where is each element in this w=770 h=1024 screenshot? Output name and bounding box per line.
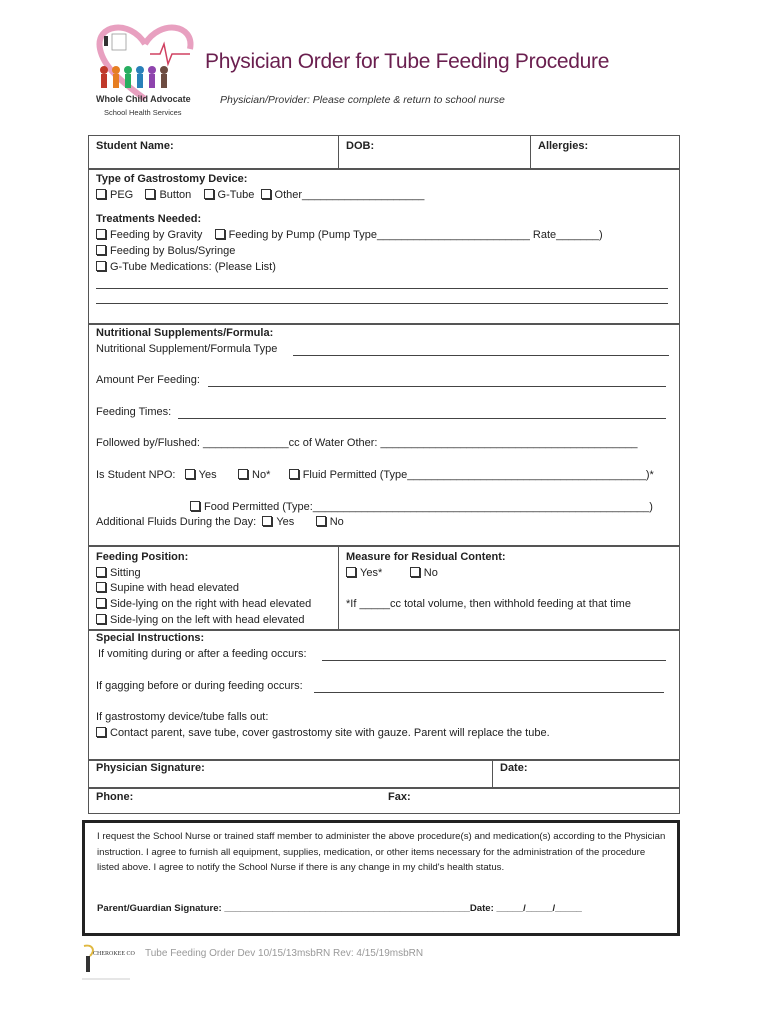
gag-label: If gagging before or during feeding occurs: xyxy=(96,680,303,692)
phone-fax-row xyxy=(88,788,680,814)
supine-checkbox[interactable] xyxy=(96,582,106,592)
feeding-method-row: Feeding by Gravity Feeding by Pump (Pump Type_________________________ Rate_______) xyxy=(96,229,603,241)
residual-heading: Measure for Residual Content: xyxy=(346,551,506,563)
district-logo-text: CHEROKEE CO xyxy=(93,951,135,957)
gravity-checkbox[interactable] xyxy=(96,229,106,239)
contact-parent-checkbox[interactable] xyxy=(96,727,106,737)
consent-text: I request the School Nurse or trained staff member to administer the above procedure(s) and medication(s) according to the Physician instruction. I agree to furnish all equipment, supplies, medication, or other items necessary for the administration of the procedure listed above. I agree to notify the School Nurse if there is any change in my child's health status. xyxy=(97,831,666,873)
logo-text-2: School Health Services xyxy=(104,108,182,117)
vomit-label: If vomiting during or after a feeding occurs: xyxy=(98,648,307,660)
district-logo xyxy=(80,942,135,987)
formula-type-label: Nutritional Supplement/Formula Type xyxy=(96,343,278,355)
sitting-label: Sitting xyxy=(110,567,141,579)
peg-checkbox[interactable] xyxy=(96,189,106,199)
physician-signature-label: Physician Signature: xyxy=(96,762,205,774)
parent-consent-box xyxy=(82,820,680,936)
meds-checkbox[interactable] xyxy=(96,261,106,271)
amount-field[interactable] xyxy=(208,386,666,387)
residual-note: *If _____cc total volume, then withhold feeding at that time xyxy=(346,598,631,610)
meds-row: G-Tube Medications: (Please List) xyxy=(96,261,276,273)
parent-signature-line: Parent/Guardian Signature: ______________________________________________Date: _____/_____/_____ xyxy=(97,903,582,914)
npo-row: Is Student NPO: Yes No* Fluid Permitted (Type_______________________________________)* xyxy=(96,469,654,481)
student-info-row xyxy=(88,135,680,169)
fluid-permitted-checkbox[interactable] xyxy=(289,469,299,479)
food-permitted-row: Food Permitted (Type:_______________________________________________________) xyxy=(190,501,653,513)
times-field[interactable] xyxy=(178,418,666,419)
food-permitted-checkbox[interactable] xyxy=(190,501,200,511)
gtube-checkbox[interactable] xyxy=(204,189,214,199)
button-checkbox[interactable] xyxy=(145,189,155,199)
pump-checkbox[interactable] xyxy=(215,229,225,239)
npo-no-checkbox[interactable] xyxy=(238,469,248,479)
residual-yes-checkbox[interactable] xyxy=(346,567,356,577)
contact-label: Contact parent, save tube, cover gastrostomy site with gauze. Parent will replace the tube. xyxy=(110,727,550,739)
phone-label: Phone: xyxy=(96,791,134,803)
device-options: PEG Button G-Tube Other____________________ xyxy=(96,189,424,201)
bolus-row: Feeding by Bolus/Syringe xyxy=(96,245,235,257)
side-right-label: Side-lying on the right with head elevated xyxy=(110,598,312,610)
treatments-heading: Treatments Needed: xyxy=(96,213,202,225)
sitting-checkbox[interactable] xyxy=(96,567,106,577)
amount-label: Amount Per Feeding: xyxy=(96,374,200,386)
npo-yes-checkbox[interactable] xyxy=(185,469,195,479)
supine-label: Supine with head elevated xyxy=(110,582,240,594)
date-label: Date: xyxy=(500,762,528,774)
other-device-checkbox[interactable] xyxy=(261,189,271,199)
falls-label: If gastrostomy device/tube falls out: xyxy=(96,711,269,723)
logo-text-1: Whole Child Advocate xyxy=(96,94,191,104)
page-title: Physician Order for Tube Feeding Procedure xyxy=(205,50,610,73)
dob-label: DOB: xyxy=(346,140,375,152)
side-left-label: Side-lying on the left with head elevated xyxy=(110,614,305,626)
additional-fluids-row: Additional Fluids During the Day: Yes No xyxy=(96,516,344,528)
device-heading: Type of Gastrostomy Device: xyxy=(96,173,248,185)
side-right-checkbox[interactable] xyxy=(96,598,106,608)
meds-line-2[interactable] xyxy=(96,303,668,304)
fax-label: Fax: xyxy=(388,791,411,803)
position-heading: Feeding Position: xyxy=(96,551,189,563)
side-left-checkbox[interactable] xyxy=(96,614,106,624)
school-health-logo xyxy=(90,14,200,124)
times-label: Feeding Times: xyxy=(96,406,172,418)
flushed-row: Followed by/Flushed: ______________cc of Water Other: __________________________________________ xyxy=(96,437,638,449)
nutrition-heading: Nutritional Supplements/Formula: xyxy=(96,327,274,339)
page-subtitle: Physician/Provider: Please complete & return to school nurse xyxy=(220,94,505,106)
student-name-label: Student Name: xyxy=(96,140,174,152)
gag-field[interactable] xyxy=(314,692,664,693)
footer-revision: Tube Feeding Order Dev 10/15/13msbRN Rev: 4/15/19msbRN xyxy=(145,948,424,959)
additional-no-checkbox[interactable] xyxy=(316,516,326,526)
residual-no-checkbox[interactable] xyxy=(410,567,420,577)
special-heading: Special Instructions: xyxy=(96,632,205,644)
bolus-checkbox[interactable] xyxy=(96,245,106,255)
additional-yes-checkbox[interactable] xyxy=(262,516,272,526)
allergies-label: Allergies: xyxy=(538,140,589,152)
formula-type-field[interactable] xyxy=(293,355,669,356)
vomit-field[interactable] xyxy=(322,660,666,661)
meds-line-1[interactable] xyxy=(96,288,668,289)
